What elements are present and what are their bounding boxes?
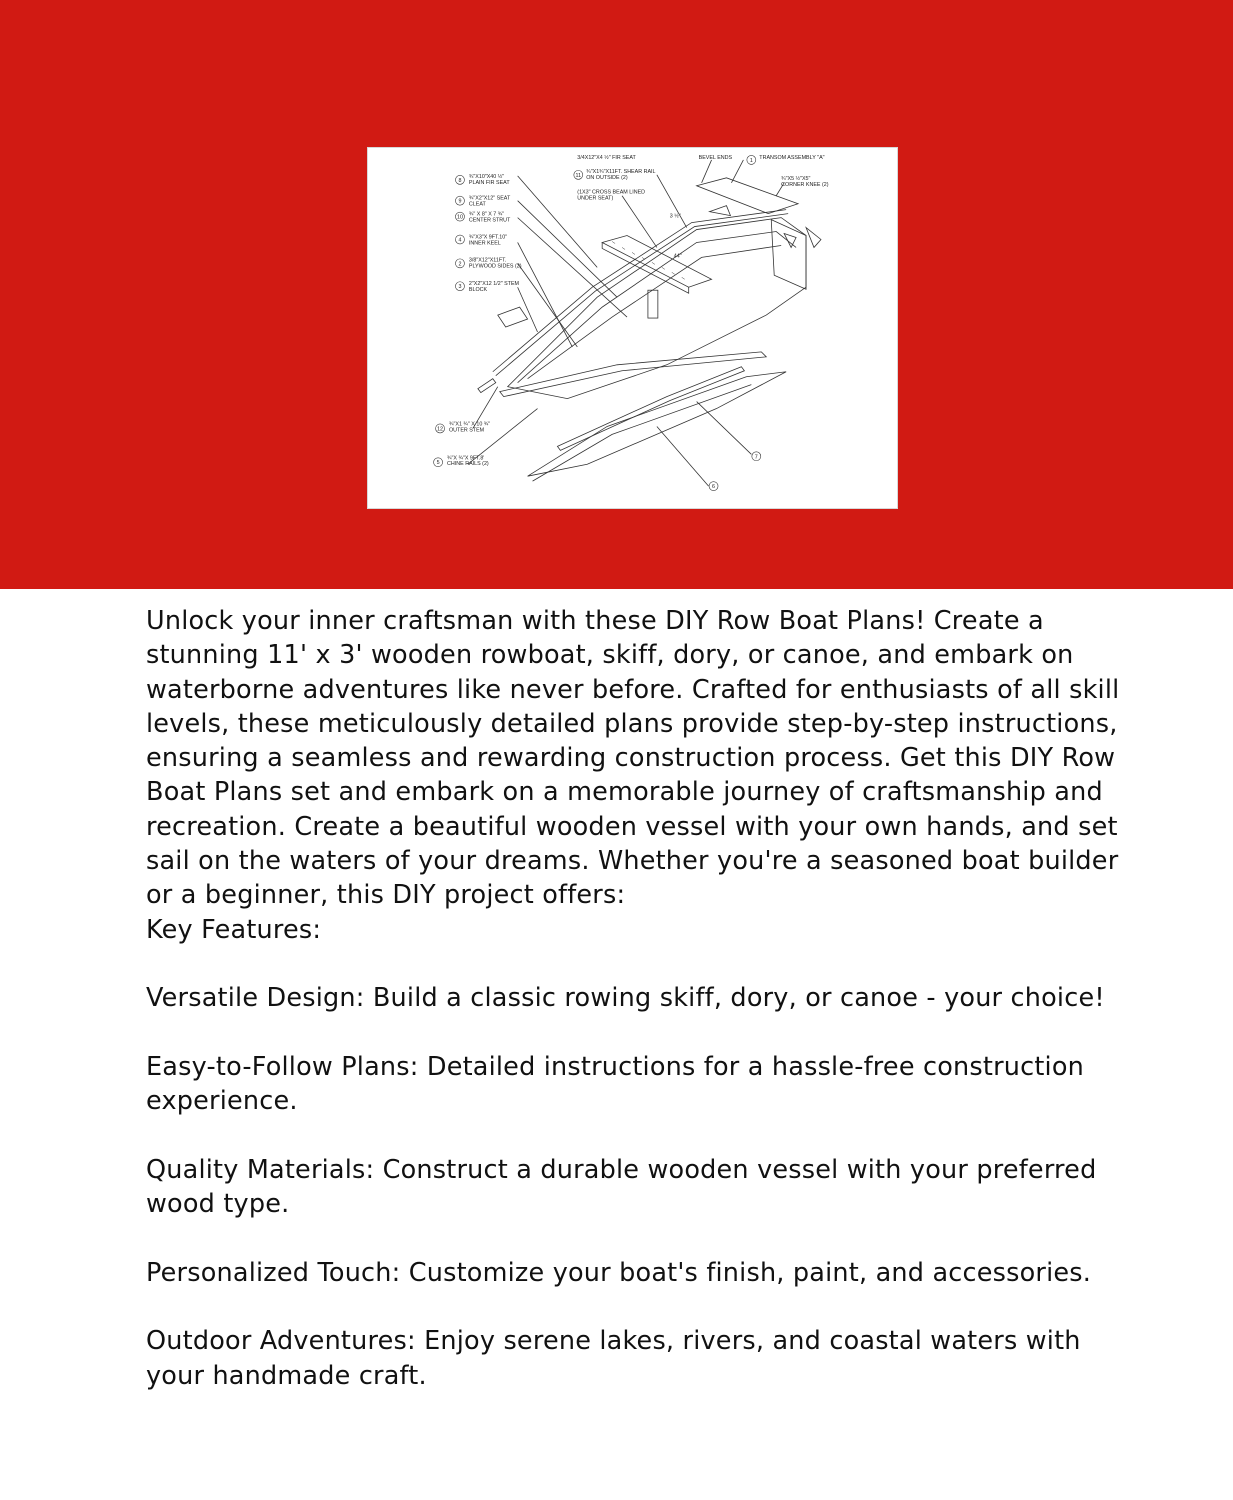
feature-item: Personalized Touch: Customize your boat's finish, paint, and accessories. bbox=[146, 1257, 1092, 1288]
diagram-label: ¾"X2"X12" SEAT CLEAT bbox=[468, 195, 511, 208]
diagram-label: 2"X2"X12 1/2" STEM BLOCK bbox=[468, 281, 520, 294]
corner-knee bbox=[710, 206, 731, 216]
diagram-label: BEVEL ENDS bbox=[698, 154, 733, 161]
diagram-label: 3/4X12"X4 ½" FIR SEAT bbox=[577, 154, 636, 161]
callout-number: 8 bbox=[458, 177, 462, 184]
diagram-label: 3 ½" bbox=[669, 213, 681, 220]
callout-number: 2 bbox=[458, 261, 462, 268]
diagram-label: (1X3" CROSS BEAM LINED UNDER SEAT) bbox=[577, 189, 646, 202]
boat-exploded-view-drawing bbox=[368, 148, 897, 508]
callout-number: 12 bbox=[437, 426, 444, 433]
callout-number: 7 bbox=[754, 454, 758, 461]
transom bbox=[771, 220, 806, 290]
callout-number: 6 bbox=[712, 484, 716, 491]
product-description bbox=[146, 604, 1131, 1393]
outer-stem bbox=[478, 379, 496, 393]
diagram-label: 44" bbox=[673, 253, 682, 260]
diagram-label: ¾"X10"X40 ½" PLAIN FIR SEAT bbox=[468, 173, 510, 186]
diagram-label: TRANSOM ASSEMBLY "A" bbox=[759, 154, 825, 161]
diagram-label: ¾" X 8" X 7 ¾" CENTER STRUT bbox=[468, 211, 511, 224]
center-strut bbox=[648, 290, 658, 318]
inner-keel bbox=[500, 352, 767, 397]
spacer bbox=[146, 1118, 1131, 1152]
red-banner bbox=[0, 0, 1233, 589]
diagram-label: ¾"X3"X 9FT.10" INNER KEEL bbox=[468, 234, 508, 247]
spacer bbox=[146, 1221, 1131, 1255]
diagram-label: ¾"X5 ½"X5" CORNER KNEE (2) bbox=[781, 175, 829, 188]
spacer bbox=[146, 947, 1131, 981]
diagram-label: ¾"X1¾"X11FT. SHEAR RAIL ON OUTSIDE (2) bbox=[586, 168, 656, 181]
callout-number: 5 bbox=[436, 460, 440, 467]
hull-inner-line bbox=[518, 232, 796, 383]
bottom-panel bbox=[528, 372, 787, 476]
callout-number: 3 bbox=[458, 284, 462, 291]
callout-number: 9 bbox=[458, 198, 462, 205]
diagram-label: 3/8"X12"X11FT. PLYWOOD SIDES (2) bbox=[468, 257, 522, 270]
spacer bbox=[146, 1290, 1131, 1324]
diagram-label: ¾"X1 ¾" X 10 ¾" OUTER STEM bbox=[449, 421, 491, 434]
spacer bbox=[146, 1016, 1131, 1050]
feature-item: Outdoor Adventures: Enjoy serene lakes, rivers, and coastal waters with your handmade craft. bbox=[146, 1326, 1081, 1391]
feature-item: Versatile Design: Build a classic rowing skiff, dory, or canoe - your choice! bbox=[146, 983, 1105, 1014]
feature-item: Easy-to-Follow Plans: Detailed instructions for a hassle-free construction experience. bbox=[146, 1051, 1084, 1117]
callout-number: 4 bbox=[458, 237, 462, 244]
key-features-heading: Key Features: bbox=[146, 914, 322, 945]
callout-number: 11 bbox=[575, 172, 582, 179]
stem-block bbox=[498, 307, 528, 327]
callout-number: 10 bbox=[456, 214, 463, 221]
diagram-label: ¾"X ¾"X 9FT.8' CHINE RAILS (2) bbox=[447, 455, 489, 468]
intro-paragraph: Unlock your inner craftsman with these DIY Row Boat Plans! Create a stunning 11' x 3' wooden rowboat, skiff, dory, or canoe, and embark on waterborne adventures like never before. Crafted for enthusiasts of all skill levels, these meticulously detailed plans provide step-by-step instructions, ensuring a seamless and rewarding construction process. Get this DIY Row Boat Plans set and embark on a memorable journey of craftsmanship and recreation. Create a beautiful wooden vessel with your own hands, and set sail on the waters of your dreams. Whether you're a seasoned boat builder or a beginner, this DIY project offers: bbox=[146, 606, 1120, 911]
boat-plan-diagram bbox=[367, 147, 898, 509]
callout-number: 1 bbox=[749, 157, 753, 164]
feature-item: Quality Materials: Construct a durable wooden vessel with your preferred wood type. bbox=[146, 1154, 1097, 1220]
